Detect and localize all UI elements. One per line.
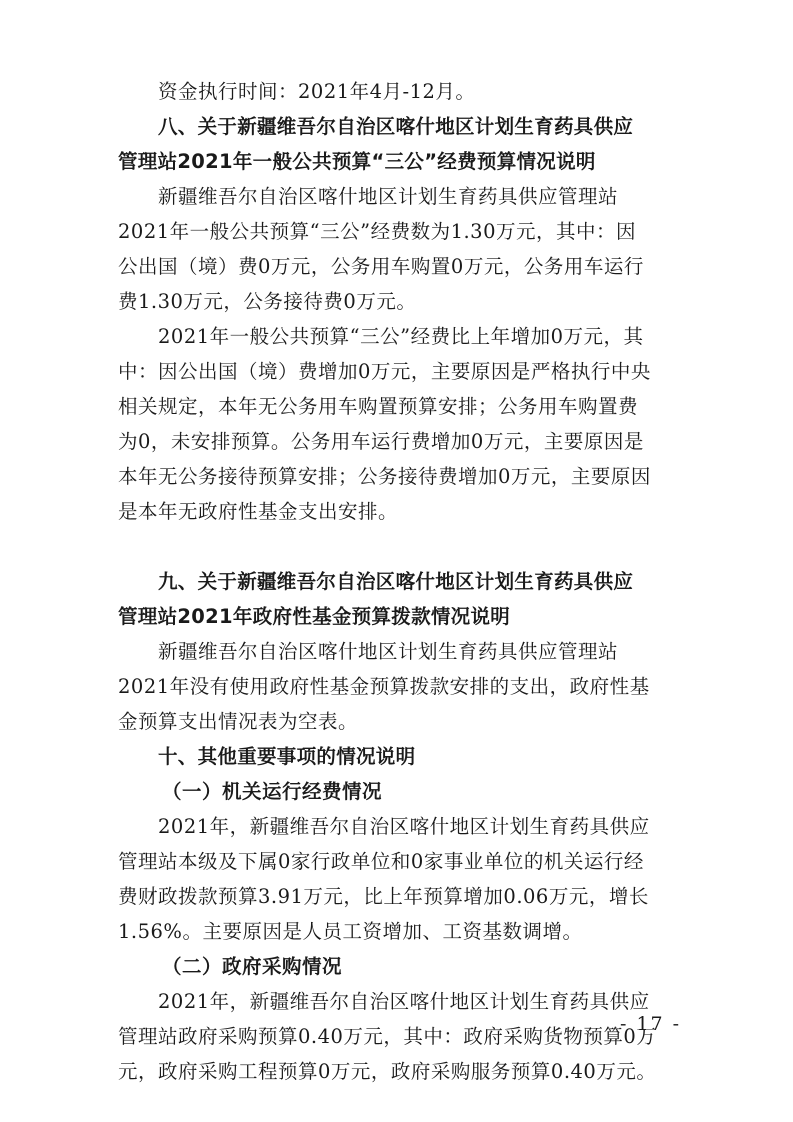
section-8-paragraph-2-line: 中：因公出国（境）费增加0万元，主要原因是严格执行中央 [118,360,651,383]
subsection-2-heading: （二）政府采购情况 [162,955,343,978]
section-8-paragraph-2-line: 相关规定，本年无公务用车购置预算安排；公务用车购置费 [118,395,639,418]
document-body [118,74,678,1089]
section-9-paragraph-line: 金预算支出情况表为空表。 [118,710,359,733]
subsection-1-heading: （一）机关运行经费情况 [162,780,383,803]
subsection-2-paragraph-line: 元，政府采购工程预算0万元，政府采购服务预算0.40万元。 [118,1060,657,1083]
subsection-1-paragraph-line: 费财政拨款预算3.91万元，比上年预算增加0.06万元，增长 [118,885,649,908]
section-spacer [118,529,678,564]
section-8-paragraph-1-line: 费1.30万元，公务接待费0万元。 [118,290,417,313]
subsection-1-paragraph-line: 管理站本级及下属0家行政单位和0家事业单位的机关运行经 [118,850,644,873]
page-number: - 17 - [620,1013,682,1035]
section-9-heading-line-1: 九、关于新疆维吾尔自治区喀什地区计划生育药具供应 [158,570,634,593]
section-8-heading-line-1: 八、关于新疆维吾尔自治区喀什地区计划生育药具供应 [158,115,634,138]
subsection-2-paragraph-line: 管理站政府采购预算0.40万元，其中：政府采购货物预算0万 [118,1025,657,1048]
fund-period-text: 资金执行时间：2021年4月-12月。 [158,80,476,103]
section-9-paragraph-line: 2021年没有使用政府性基金预算拨款安排的支出，政府性基 [118,675,650,698]
section-9-paragraph-line: 新疆维吾尔自治区喀什地区计划生育药具供应管理站 [158,640,619,663]
section-8-paragraph-1-line: 公出国（境）费0万元，公务用车购置0万元，公务用车运行 [118,255,644,278]
subsection-1-paragraph-line: 1.56%。主要原因是人员工资增加、工资基数调增。 [118,920,583,943]
section-10-heading: 十、其他重要事项的情况说明 [158,745,416,768]
subsection-2-paragraph-line: 2021年，新疆维吾尔自治区喀什地区计划生育药具供应 [158,990,650,1013]
section-8-paragraph-1-line: 新疆维吾尔自治区喀什地区计划生育药具供应管理站 [158,185,619,208]
section-8-paragraph-2-line: 为0，未安排预算。公务用车运行费增加0万元，主要原因是 [118,430,644,453]
section-8-heading-line-2: 管理站2021年一般公共预算“三公”经费预算情况说明 [118,150,596,173]
section-8-paragraph-2-line: 是本年无政府性基金支出安排。 [118,500,399,523]
section-8-paragraph-2-line: 2021年一般公共预算“三公”经费比上年增加0万元，其 [158,325,644,348]
section-8-paragraph-2-line: 本年无公务接待预算安排；公务接待费增加0万元，主要原因 [118,465,651,488]
section-8-paragraph-1-line: 2021年一般公共预算“三公”经费数为1.30万元，其中：因 [118,220,636,243]
section-9-heading-line-2: 管理站2021年政府性基金预算拨款情况说明 [118,605,511,628]
subsection-1-paragraph-line: 2021年，新疆维吾尔自治区喀什地区计划生育药具供应 [158,815,650,838]
